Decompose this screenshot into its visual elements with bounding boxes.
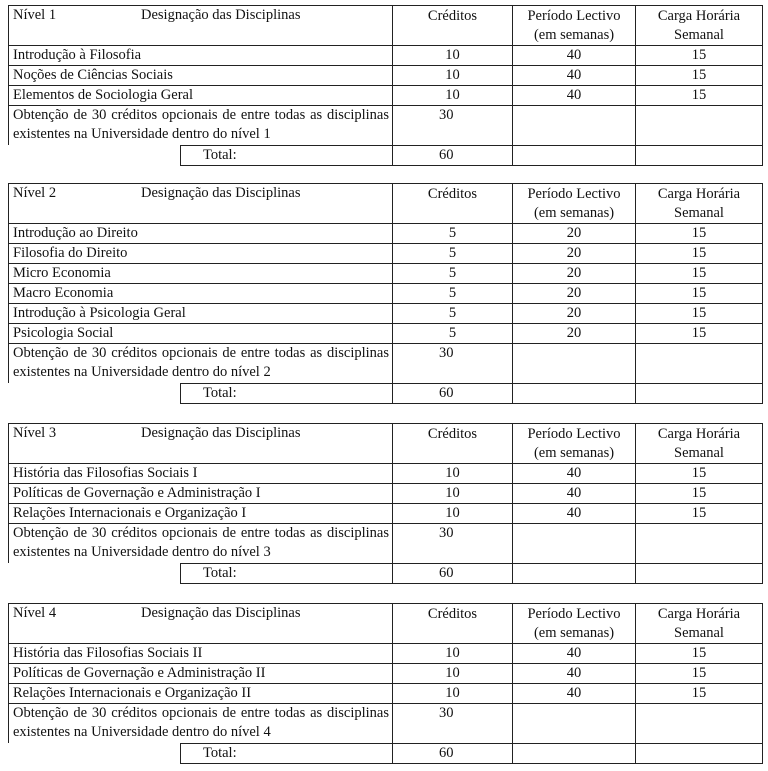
carga-value: 15: [635, 243, 763, 263]
carga-value: 15: [635, 643, 763, 663]
discipline-name: Micro Economia: [8, 263, 392, 283]
column-header-designacao: Designação das Disciplinas: [141, 7, 301, 23]
periodo-value: 40: [512, 483, 635, 503]
carga-value: 15: [635, 323, 763, 343]
periodo-value: 20: [512, 323, 635, 343]
total-value: 60: [392, 563, 512, 584]
column-header-creditos: Créditos: [392, 5, 512, 45]
table-row: [8, 663, 763, 683]
carga-value: 15: [635, 223, 763, 243]
optional-text: Obtenção de 30 créditos opcionais de entre todas as disciplinas existentes na Universidade dentro do nível 4: [8, 703, 392, 743]
periodo-value: 40: [512, 65, 635, 85]
table-row: [8, 223, 763, 243]
discipline-name: História das Filosofias Sociais II: [8, 643, 392, 663]
optional-credits-row: [8, 523, 763, 563]
discipline-name: Introdução ao Direito: [8, 223, 392, 243]
table-row: [8, 283, 763, 303]
periodo-value: 40: [512, 503, 635, 523]
carga-value: 15: [635, 263, 763, 283]
table-row: [8, 243, 763, 263]
optional-creditos: 30: [392, 343, 512, 383]
periodo-value: 20: [512, 223, 635, 243]
column-header-carga: Carga Horária Semanal: [635, 423, 763, 463]
column-header-carga: Carga Horária Semanal: [635, 603, 763, 643]
carga-value: 15: [635, 85, 763, 105]
total-row: [8, 563, 763, 584]
table-row: [8, 85, 763, 105]
creditos-value: 10: [392, 65, 512, 85]
carga-value: 15: [635, 283, 763, 303]
creditos-value: 10: [392, 483, 512, 503]
carga-value: 15: [635, 303, 763, 323]
column-header-periodo: Período Lectivo (em semanas): [512, 603, 635, 643]
total-label: Total:: [180, 743, 392, 764]
creditos-value: 5: [392, 323, 512, 343]
table-header: [8, 603, 763, 643]
table-row: [8, 65, 763, 85]
discipline-name: Relações Internacionais e Organização II: [8, 683, 392, 703]
creditos-value: 10: [392, 463, 512, 483]
discipline-name: Psicologia Social: [8, 323, 392, 343]
total-row: [8, 743, 763, 764]
total-value: 60: [392, 383, 512, 404]
table-row: [8, 463, 763, 483]
total-label: Total:: [180, 145, 392, 166]
creditos-value: 10: [392, 663, 512, 683]
optional-text: Obtenção de 30 créditos opcionais de entre todas as disciplinas existentes na Universidade dentro do nível 2: [8, 343, 392, 383]
periodo-value: 40: [512, 683, 635, 703]
periodo-value: 40: [512, 663, 635, 683]
periodo-value: 40: [512, 463, 635, 483]
creditos-value: 10: [392, 85, 512, 105]
column-header-carga: Carga Horária Semanal: [635, 5, 763, 45]
discipline-name: Introdução à Filosofia: [8, 45, 392, 65]
level-label: Nível 2: [13, 185, 57, 201]
optional-creditos: 30: [392, 105, 512, 145]
discipline-name: Introdução à Psicologia Geral: [8, 303, 392, 323]
column-header-designacao: Designação das Disciplinas: [141, 185, 301, 201]
discipline-name: Noções de Ciências Sociais: [8, 65, 392, 85]
periodo-value: 40: [512, 85, 635, 105]
table-header: [8, 423, 763, 463]
discipline-name: Relações Internacionais e Organização I: [8, 503, 392, 523]
creditos-value: 5: [392, 243, 512, 263]
discipline-name: Políticas de Governação e Administração II: [8, 663, 392, 683]
discipline-name: Políticas de Governação e Administração I: [8, 483, 392, 503]
column-header-creditos: Créditos: [392, 423, 512, 463]
creditos-value: 10: [392, 45, 512, 65]
carga-value: 15: [635, 683, 763, 703]
discipline-name: Elementos de Sociologia Geral: [8, 85, 392, 105]
creditos-value: 5: [392, 303, 512, 323]
periodo-value: 20: [512, 263, 635, 283]
level-2-table: [8, 183, 763, 404]
table-row: [8, 323, 763, 343]
level-label: Nível 4: [13, 605, 57, 621]
periodo-value: 40: [512, 643, 635, 663]
table-header: [8, 183, 763, 223]
carga-value: 15: [635, 483, 763, 503]
optional-creditos: 30: [392, 703, 512, 743]
level-3-table: [8, 423, 763, 584]
total-row: [8, 145, 763, 166]
discipline-name: História das Filosofias Sociais I: [8, 463, 392, 483]
table-row: [8, 303, 763, 323]
creditos-value: 10: [392, 503, 512, 523]
carga-value: 15: [635, 463, 763, 483]
periodo-value: 20: [512, 303, 635, 323]
level-1-table: [8, 5, 763, 166]
discipline-name: Macro Economia: [8, 283, 392, 303]
level-4-table: [8, 603, 763, 764]
periodo-value: 20: [512, 243, 635, 263]
column-header-designacao: Designação das Disciplinas: [141, 605, 301, 621]
table-row: [8, 643, 763, 663]
column-header-designacao: Designação das Disciplinas: [141, 425, 301, 441]
column-header-creditos: Créditos: [392, 603, 512, 643]
column-header-periodo: Período Lectivo (em semanas): [512, 5, 635, 45]
table-header: [8, 5, 763, 45]
total-value: 60: [392, 145, 512, 166]
column-header-carga: Carga Horária Semanal: [635, 183, 763, 223]
table-row: [8, 483, 763, 503]
carga-value: 15: [635, 503, 763, 523]
carga-value: 15: [635, 663, 763, 683]
creditos-value: 10: [392, 643, 512, 663]
optional-credits-row: [8, 343, 763, 383]
total-label: Total:: [180, 563, 392, 584]
optional-text: Obtenção de 30 créditos opcionais de entre todas as disciplinas existentes na Universidade dentro do nível 1: [8, 105, 392, 145]
total-label: Total:: [180, 383, 392, 404]
level-label: Nível 1: [13, 7, 57, 23]
discipline-name: Filosofia do Direito: [8, 243, 392, 263]
carga-value: 15: [635, 45, 763, 65]
table-row: [8, 263, 763, 283]
total-row: [8, 383, 763, 404]
creditos-value: 10: [392, 683, 512, 703]
column-header-periodo: Período Lectivo (em semanas): [512, 423, 635, 463]
level-label: Nível 3: [13, 425, 57, 441]
periodo-value: 40: [512, 45, 635, 65]
table-row: [8, 503, 763, 523]
column-header-periodo: Período Lectivo (em semanas): [512, 183, 635, 223]
optional-credits-row: [8, 703, 763, 743]
periodo-value: 20: [512, 283, 635, 303]
table-row: [8, 45, 763, 65]
optional-credits-row: [8, 105, 763, 145]
optional-text: Obtenção de 30 créditos opcionais de entre todas as disciplinas existentes na Universidade dentro do nível 3: [8, 523, 392, 563]
optional-creditos: 30: [392, 523, 512, 563]
creditos-value: 5: [392, 263, 512, 283]
table-row: [8, 683, 763, 703]
column-header-creditos: Créditos: [392, 183, 512, 223]
creditos-value: 5: [392, 283, 512, 303]
carga-value: 15: [635, 65, 763, 85]
creditos-value: 5: [392, 223, 512, 243]
total-value: 60: [392, 743, 512, 764]
